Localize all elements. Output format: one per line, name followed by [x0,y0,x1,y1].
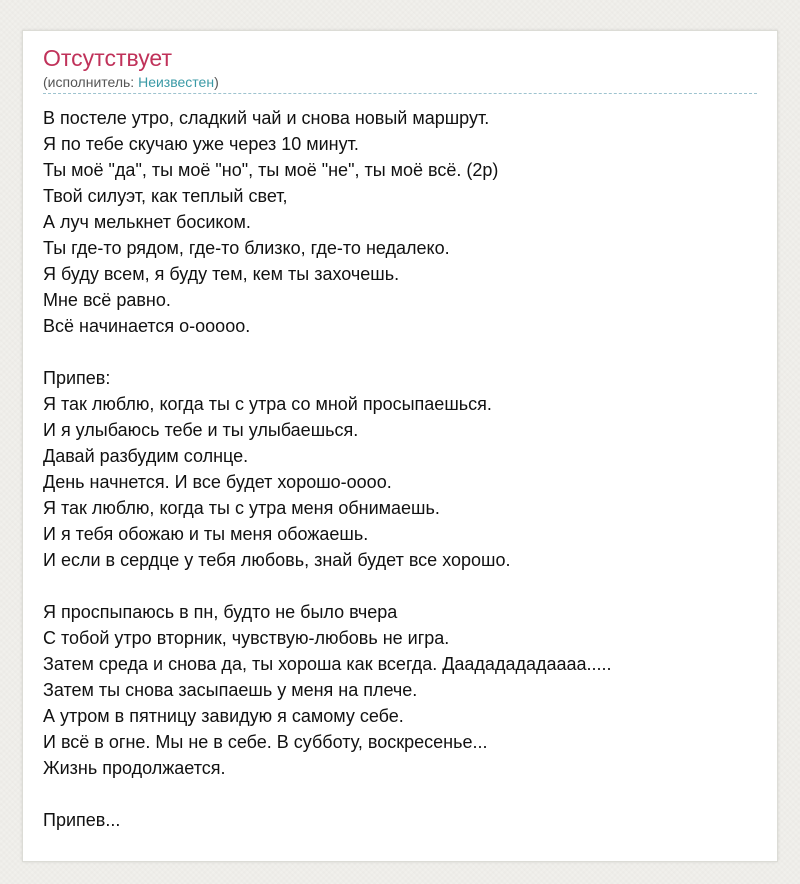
title-divider [43,93,757,94]
lyric-line: Затем ты снова засыпаешь у меня на плече. [43,680,418,700]
blank-line [43,781,612,807]
lyric-line: День начнется. И все будет хорошо-оооо. [43,472,392,492]
lyric-line: Я так люблю, когда ты с утра со мной просыпаешься. [43,394,492,414]
lyric-line: Твой силуэт, как теплый свет, [43,186,288,206]
lyrics-text [43,105,612,833]
artist-suffix: ) [214,74,219,90]
lyrics-card [22,30,778,862]
blank-line [43,339,612,365]
lyric-line: Давай разбудим солнце. [43,446,249,466]
song-title: Отсутствует [43,45,172,71]
lyric-line: Ты моё "да", ты моё "но", ты моё "не", ты моё всё. (2р) [43,160,499,180]
lyric-line: Я так люблю, когда ты с утра меня обнимаешь. [43,498,440,518]
lyric-line: Жизнь продолжается. [43,758,226,778]
lyric-line: Я по тебе скучаю уже через 10 минут. [43,134,359,154]
lyric-line: С тобой утро вторник, чувствую-любовь не игра. [43,628,450,648]
lyric-line: Всё начинается о-ооооо. [43,316,251,336]
chorus-reference: Припев... [43,810,121,830]
artist-prefix: (исполнитель: [43,74,139,90]
chorus-heading: Припев: [43,368,111,388]
lyric-line: И я улыбаюсь тебе и ты улыбаешься. [43,420,359,440]
lyric-line: Я проспыпаюсь в пн, будто не было вчера [43,602,398,622]
lyric-line: А утром в пятницу завидую я самому себе. [43,706,404,726]
artist-line [43,73,219,91]
lyric-line: И если в сердце у тебя любовь, знай будет все хорошо. [43,550,511,570]
lyric-line: И я тебя обожаю и ты меня обожаешь. [43,524,369,544]
lyric-line: Я буду всем, я буду тем, кем ты захочешь. [43,264,400,284]
lyric-line: Мне всё равно. [43,290,171,310]
lyric-line: Ты где-то рядом, где-то близко, где-то недалеко. [43,238,450,258]
artist-link[interactable]: Неизвестен [138,74,215,90]
lyric-line: И всё в огне. Мы не в себе. В субботу, воскресенье... [43,732,488,752]
lyric-line: А луч мелькнет босиком. [43,212,251,232]
blank-line [43,573,612,599]
lyric-line: В постеле утро, сладкий чай и снова новый маршрут. [43,108,490,128]
lyric-line: Затем среда и снова да, ты хороша как всегда. Даададададаааа..... [43,654,612,674]
